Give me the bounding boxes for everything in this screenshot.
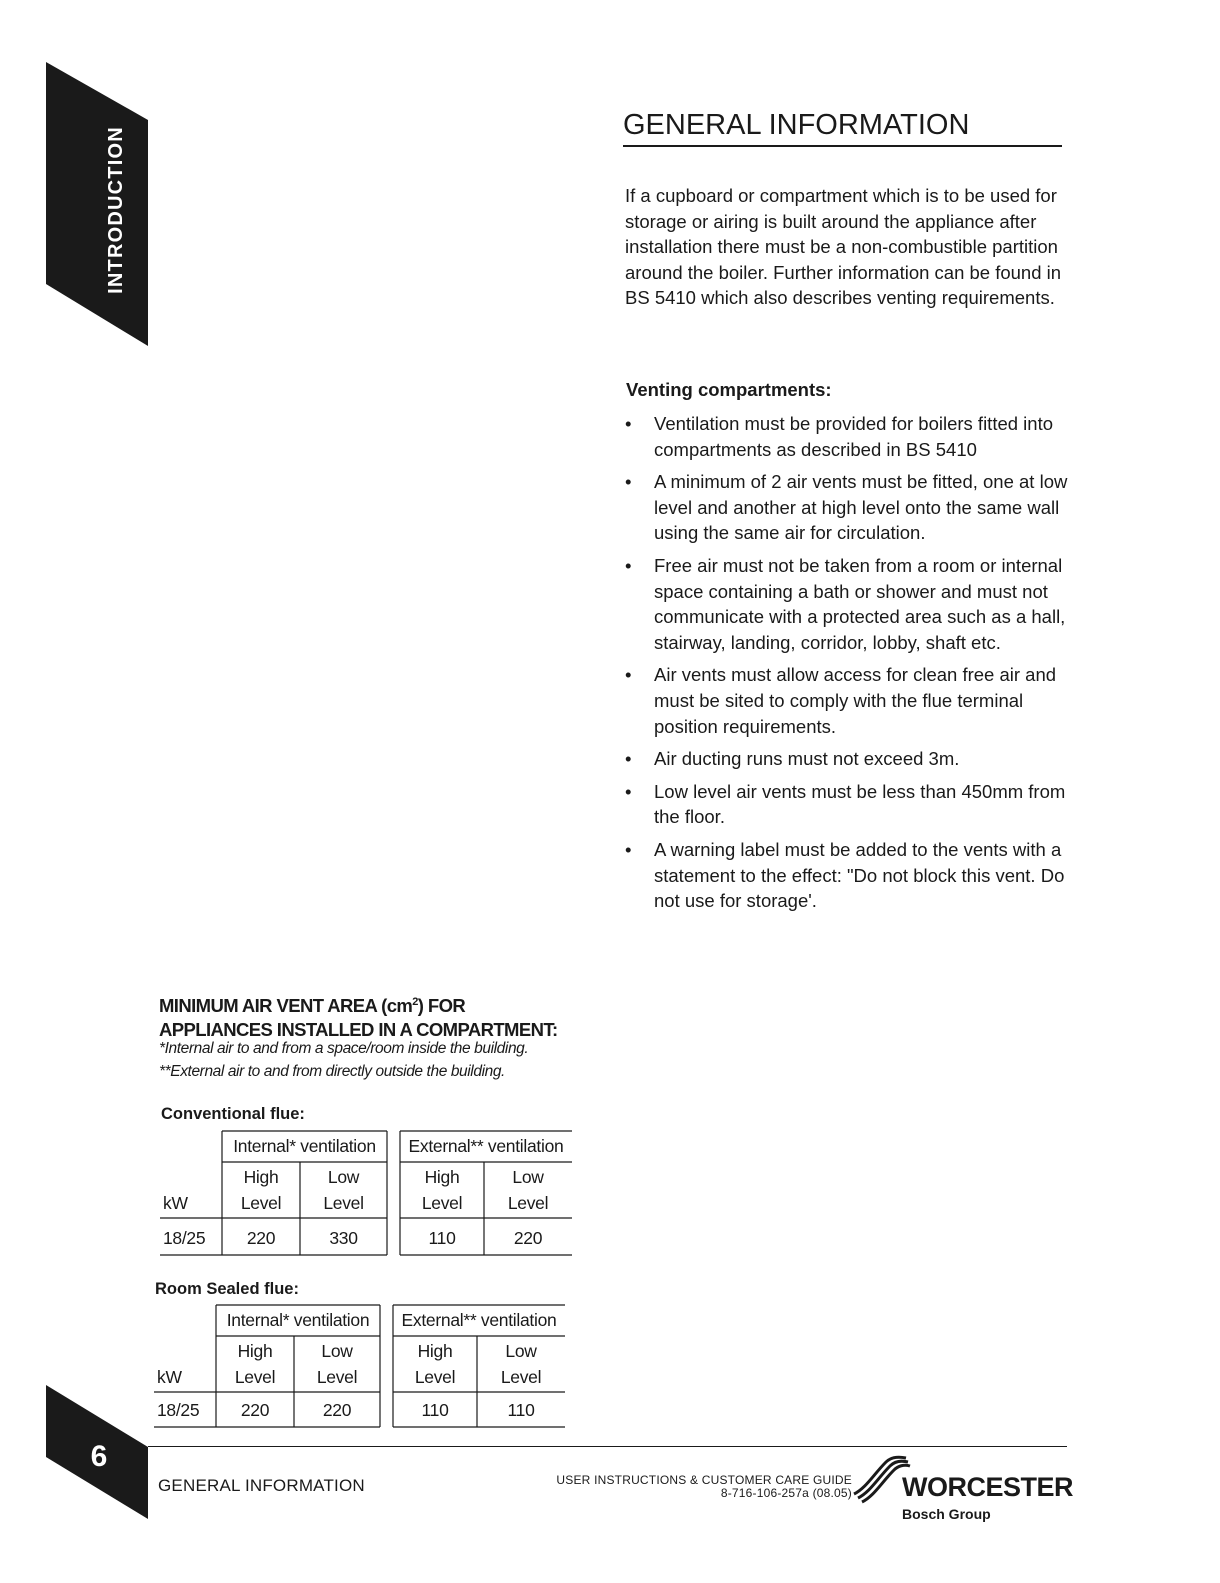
bullet-icon: •: [625, 664, 632, 686]
guide-title: USER INSTRUCTIONS & CUSTOMER CARE GUIDE: [556, 1473, 852, 1487]
row-int-high: 220: [240, 1400, 270, 1420]
conventional-flue-table: [160, 1130, 572, 1256]
bullet-icon: •: [625, 838, 632, 860]
footer-divider: [148, 1446, 1067, 1447]
brand-name: WORCESTER: [902, 1472, 1073, 1502]
guide-code: 8-716-106-257a (08.05): [720, 1486, 852, 1500]
row-ext-high: 110: [421, 1400, 449, 1420]
row-kw: 18/25: [157, 1400, 200, 1420]
list-item: • A warning label must be added to the vents with a statement to the effect: "Do not block this vent. Do not use for storage'.: [625, 838, 1065, 912]
int-low-level: Level: [323, 1193, 364, 1213]
side-tab: [46, 62, 148, 346]
int-low-label: Low: [327, 1167, 360, 1187]
conventional-flue-label: Conventional flue:: [161, 1105, 305, 1123]
list-item: • Low level air vents must be less than 450mm from the floor.: [625, 780, 1066, 828]
side-tab-label: INTRODUCTION: [105, 126, 127, 294]
int-high-level: Level: [234, 1367, 276, 1387]
ext-high-label: High: [417, 1341, 453, 1361]
list-item: • Ventilation must be provided for boilers fitted into compartments as described in BS 5410: [625, 413, 1054, 460]
row-ext-high: 110: [428, 1228, 456, 1248]
int-high-label: High: [237, 1341, 273, 1361]
brand-subtitle: Bosch Group: [902, 1506, 991, 1522]
venting-list: [625, 411, 1068, 921]
list-item: • Air vents must allow access for clean free air and must be sited to comply with the flue terminal position requirements.: [625, 664, 1057, 737]
ext-high-level: Level: [421, 1193, 463, 1213]
list-item: • Air ducting runs must not exceed 3m.: [625, 746, 1068, 772]
external-header: External** ventilation: [408, 1136, 564, 1156]
row-int-low: 330: [329, 1228, 358, 1248]
note-internal: *Internal air to and from a space/room inside the building.: [159, 1040, 529, 1057]
list-item: • Free air must not be taken from a room or internal space containing a bath or shower and must not communicate with a protected area such as a hall, stairway, landing, corridor, lobby, shaft etc.: [625, 554, 1066, 653]
footer-section-title: GENERAL INFORMATION: [158, 1476, 365, 1495]
footer-guide: [556, 1474, 852, 1500]
bullet-icon: •: [625, 554, 632, 576]
list-item: • A minimum of 2 air vents must be fitted, one at low level and another at high level onto the same wall using the same air for circulation.: [625, 471, 1068, 544]
row-int-low: 220: [322, 1400, 352, 1420]
venting-heading: Venting compartments:: [626, 379, 832, 400]
page-title: GENERAL INFORMATION: [623, 108, 1062, 147]
vent-area-title: MINIMUM AIR VENT AREA $(cm^2)$ FOR APPLIANCES INSTALLED IN A COMPARTMENT:: [159, 995, 558, 1041]
page-number: 6: [90, 1440, 108, 1473]
internal-header: Internal* ventilation: [233, 1136, 376, 1156]
ext-high-level: Level: [414, 1367, 456, 1387]
kw-label: kW: [163, 1193, 188, 1213]
room-sealed-flue-label: Room Sealed flue:: [155, 1280, 299, 1298]
row-ext-low: 110: [507, 1400, 535, 1420]
ext-low-label: Low: [505, 1341, 537, 1361]
internal-header: Internal* ventilation: [226, 1310, 370, 1330]
side-tab-shape: [46, 62, 148, 346]
ext-low-label: Low: [512, 1167, 544, 1187]
intro-paragraph: If a cupboard or compartment which is to be used for storage or airing is built around the appliance after installation there must be a non-combustible partition around the boiler. Further information can be found in BS 5410 which also describes venting requirements.: [625, 185, 1062, 309]
ext-low-level: Level: [507, 1193, 549, 1213]
ext-low-level: Level: [500, 1367, 542, 1387]
bullet-icon: •: [625, 471, 632, 493]
external-header: External** ventilation: [401, 1310, 557, 1330]
room-sealed-flue-table: [154, 1304, 566, 1428]
kw-label: kW: [157, 1367, 182, 1387]
bullet-icon: •: [625, 413, 632, 434]
row-ext-low: 220: [513, 1228, 543, 1248]
row-kw: 18/25: [163, 1228, 206, 1248]
int-low-label: Low: [321, 1341, 353, 1361]
int-high-label: High: [243, 1167, 279, 1187]
bullet-icon: •: [625, 748, 632, 770]
note-external: **External air to and from directly outside the building.: [159, 1063, 505, 1080]
row-int-high: 220: [246, 1228, 276, 1248]
ext-high-label: High: [424, 1167, 460, 1187]
bullet-icon: •: [625, 780, 632, 802]
int-high-level: Level: [240, 1193, 282, 1213]
int-low-level: Level: [316, 1367, 358, 1387]
